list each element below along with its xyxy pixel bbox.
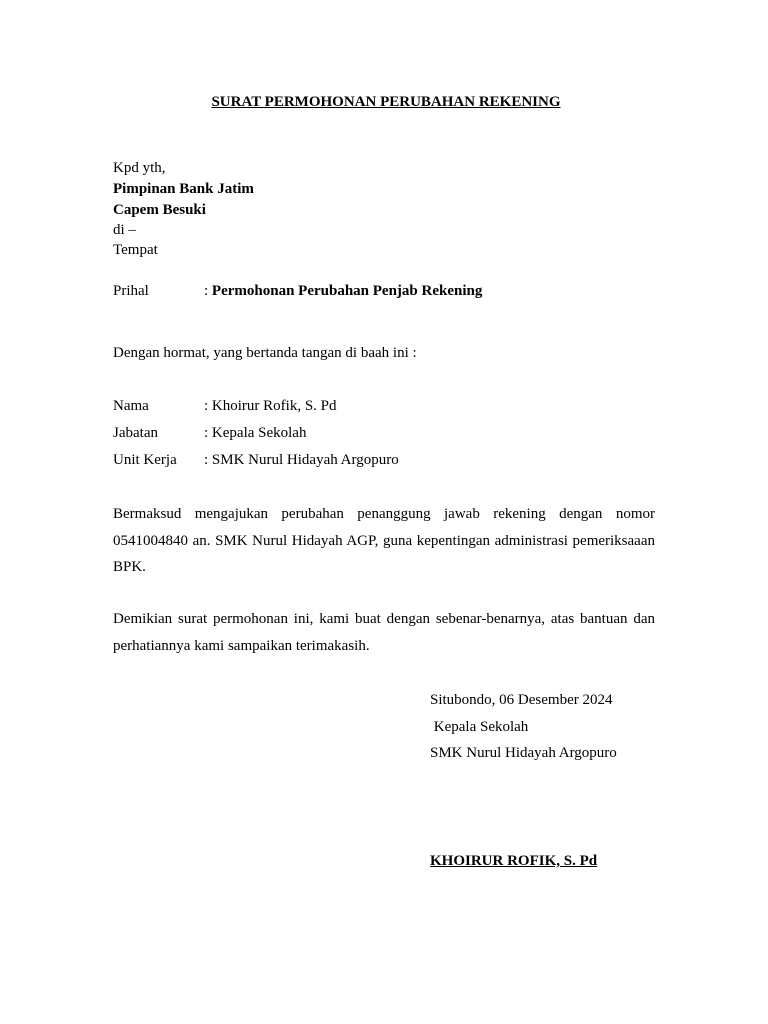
subject-label: Prihal	[113, 283, 149, 299]
identity-value-unit: : SMK Nurul Hidayah Argopuro	[204, 452, 399, 468]
body-paragraph-request: Bermaksud mengajukan perubahan penanggung jawab rekening dengan nomor 0541004840 an. SMK Nurul Hidayah AGP, guna kepentingan administrasi pemeriksaaan BPK.	[113, 506, 655, 575]
recipient-salutation: Kpd yth,	[113, 160, 166, 176]
identity-value-position: : Kepala Sekolah	[204, 425, 307, 441]
body-paragraph-closing: Demikian surat permohonan ini, kami buat dengan sebenar-benarnya, atas bantuan dan perhatiannya kami sampaikan terimakasih.	[113, 611, 655, 654]
recipient-bank: Pimpinan Bank Jatim	[113, 181, 254, 197]
subject-value: Permohonan Perubahan Penjab Rekening	[211, 283, 483, 299]
signature-name: KHOIRUR ROFIK, S. Pd	[430, 853, 598, 869]
greeting: Dengan hormat, yang bertanda tangan di baah ini :	[113, 345, 417, 361]
identity-label-name: Nama	[113, 398, 149, 414]
signature-position: Kepala Sekolah	[430, 719, 529, 735]
signature-place-date: Situbondo, 06 Desember 2024	[430, 692, 613, 708]
letter-title: SURAT PERMOHONAN PERUBAHAN REKENING	[211, 94, 561, 110]
identity-label-position: Jabatan	[113, 425, 158, 441]
recipient-place: Tempat	[113, 242, 158, 258]
recipient-di: di –	[113, 222, 136, 238]
identity-value-name: : Khoirur Rofik, S. Pd	[204, 398, 337, 414]
identity-label-unit: Unit Kerja	[113, 452, 177, 468]
signature-institution: SMK Nurul Hidayah Argopuro	[430, 745, 617, 761]
subject-separator: :	[204, 283, 209, 299]
subject-line	[204, 281, 482, 301]
recipient-branch: Capem Besuki	[113, 202, 206, 218]
